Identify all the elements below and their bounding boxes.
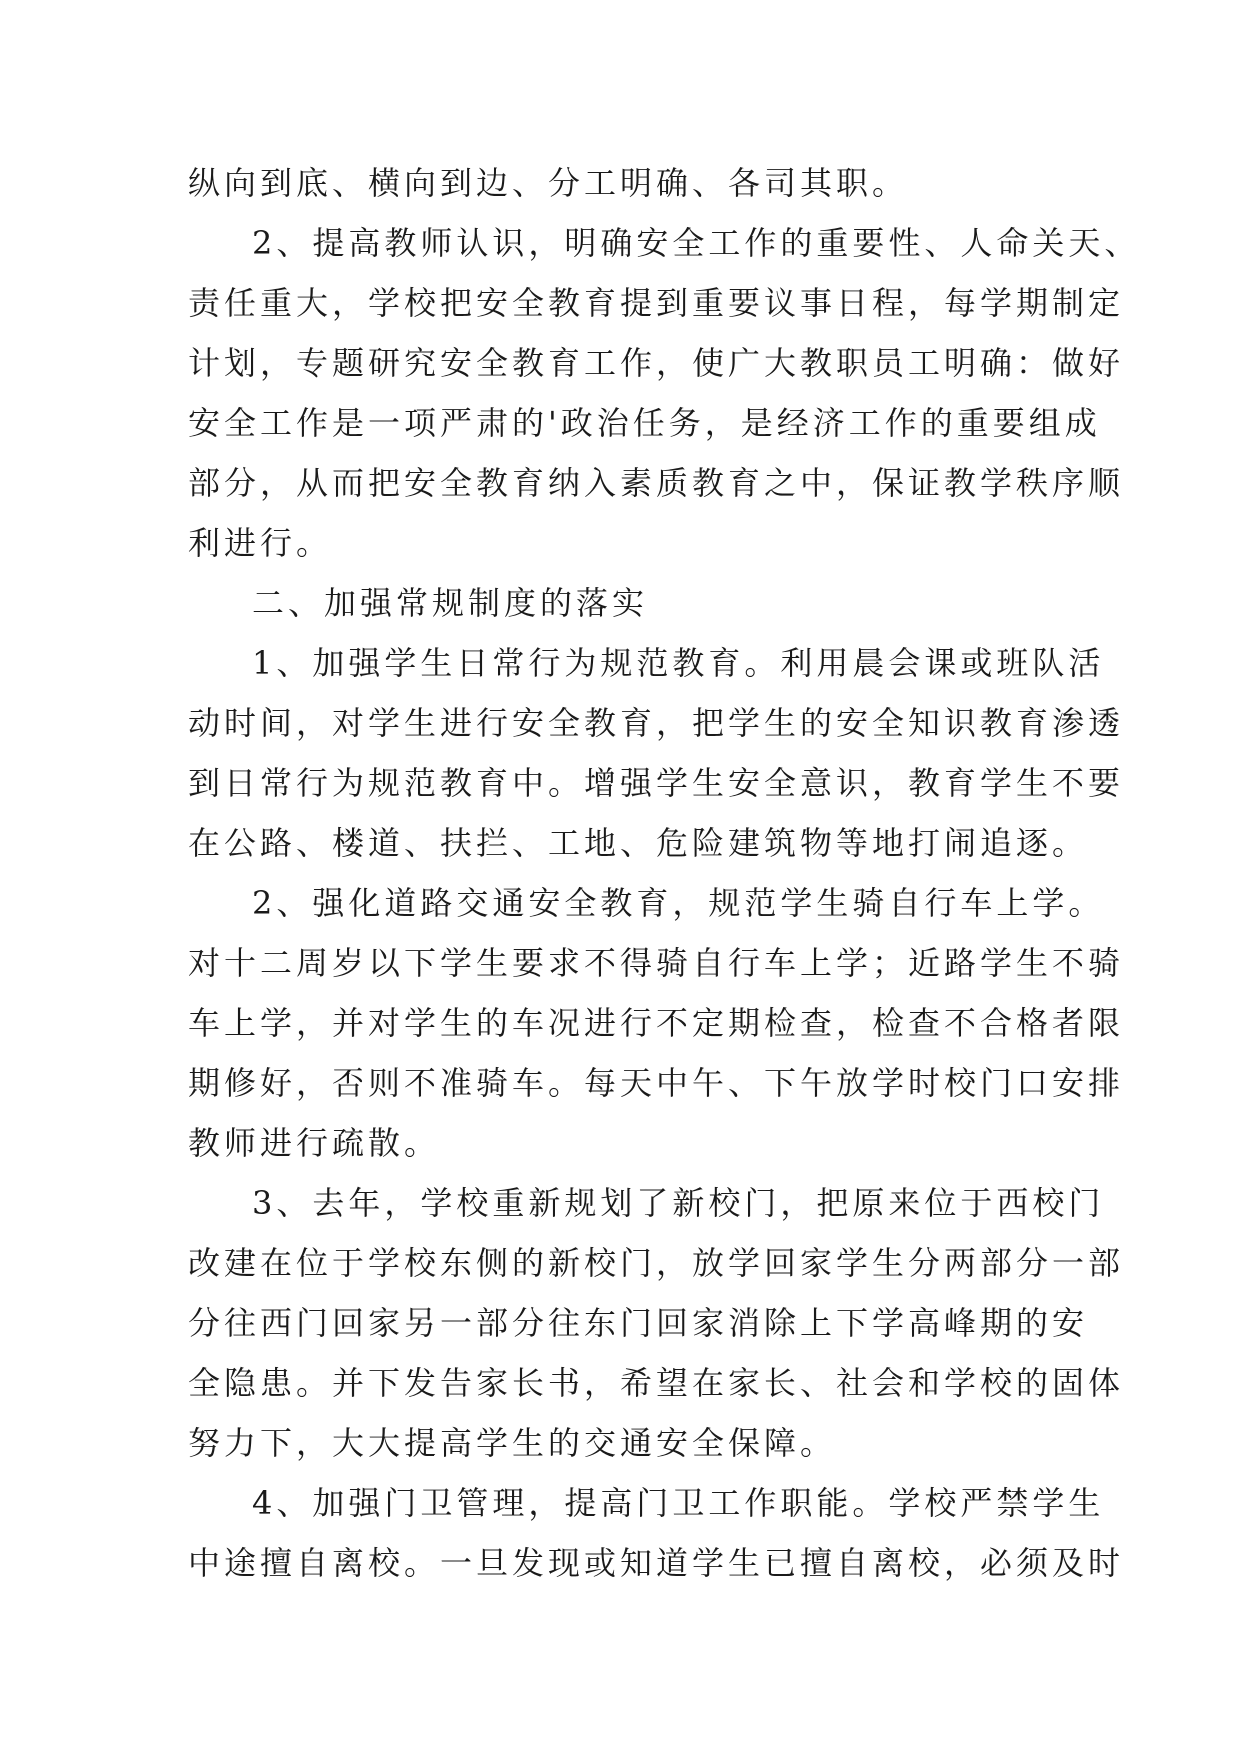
text-line-17: 教师进行疏散。: [188, 1124, 441, 1162]
text-line-16: 期修好，否则不准骑车。每天中午、下午放学时校门口安排: [188, 1064, 1125, 1102]
text-line-24: 中途擅自离校。一旦发现或知道学生已擅自离校，必须及时: [188, 1544, 1125, 1582]
text-line-18: 3、去年，学校重新规划了新校门，把原来位于西校门: [252, 1184, 1105, 1222]
text-line-15: 车上学，并对学生的车况进行不定期检查，检查不合格者限: [188, 1004, 1125, 1042]
text-line-14: 对十二周岁以下学生要求不得骑自行车上学；近路学生不骑: [188, 944, 1125, 982]
text-line-11: 到日常行为规范教育中。增强学生安全意识，教育学生不要: [188, 764, 1125, 802]
text-line-7: 利进行。: [188, 524, 333, 562]
text-line-3: 责任重大，学校把安全教育提到重要议事日程，每学期制定: [188, 284, 1125, 322]
text-line-23: 4、加强门卫管理，提高门卫工作职能。学校严禁学生: [252, 1484, 1105, 1522]
section-heading: 二、加强常规制度的落实: [252, 584, 649, 622]
text-line-12: 在公路、楼道、扶拦、工地、危险建筑物等地打闹追逐。: [188, 824, 1089, 862]
text-line-6: 部分，从而把安全教育纳入素质教育之中，保证教学秩序顺: [188, 464, 1125, 502]
text-line-20: 分往西门回家另一部分往东门回家消除上下学高峰期的安: [188, 1304, 1089, 1342]
text-line-10: 动时间，对学生进行安全教育，把学生的安全知识教育渗透: [188, 704, 1125, 742]
text-line-21: 全隐患。并下发告家长书，希望在家长、社会和学校的固体: [188, 1364, 1125, 1402]
text-line-13: 2、强化道路交通安全教育，规范学生骑自行车上学。: [252, 884, 1105, 922]
text-line-19: 改建在位于学校东侧的新校门，放学回家学生分两部分一部: [188, 1244, 1125, 1282]
text-line-5: 安全工作是一项严肃的'政治任务，是经济工作的重要组成: [188, 404, 1101, 442]
text-line-1: 纵向到底、横向到边、分工明确、各司其职。: [188, 164, 909, 202]
document-body: [188, 153, 1141, 1593]
text-line-22: 努力下，大大提高学生的交通安全保障。: [188, 1424, 837, 1462]
text-line-2: 2、提高教师认识，明确安全工作的重要性、人命关天、: [252, 224, 1141, 262]
text-line-9: 1、加强学生日常行为规范教育。利用晨会课或班队活: [252, 644, 1105, 682]
text-line-4: 计划，专题研究安全教育工作，使广大教职员工明确：做好: [188, 344, 1125, 382]
